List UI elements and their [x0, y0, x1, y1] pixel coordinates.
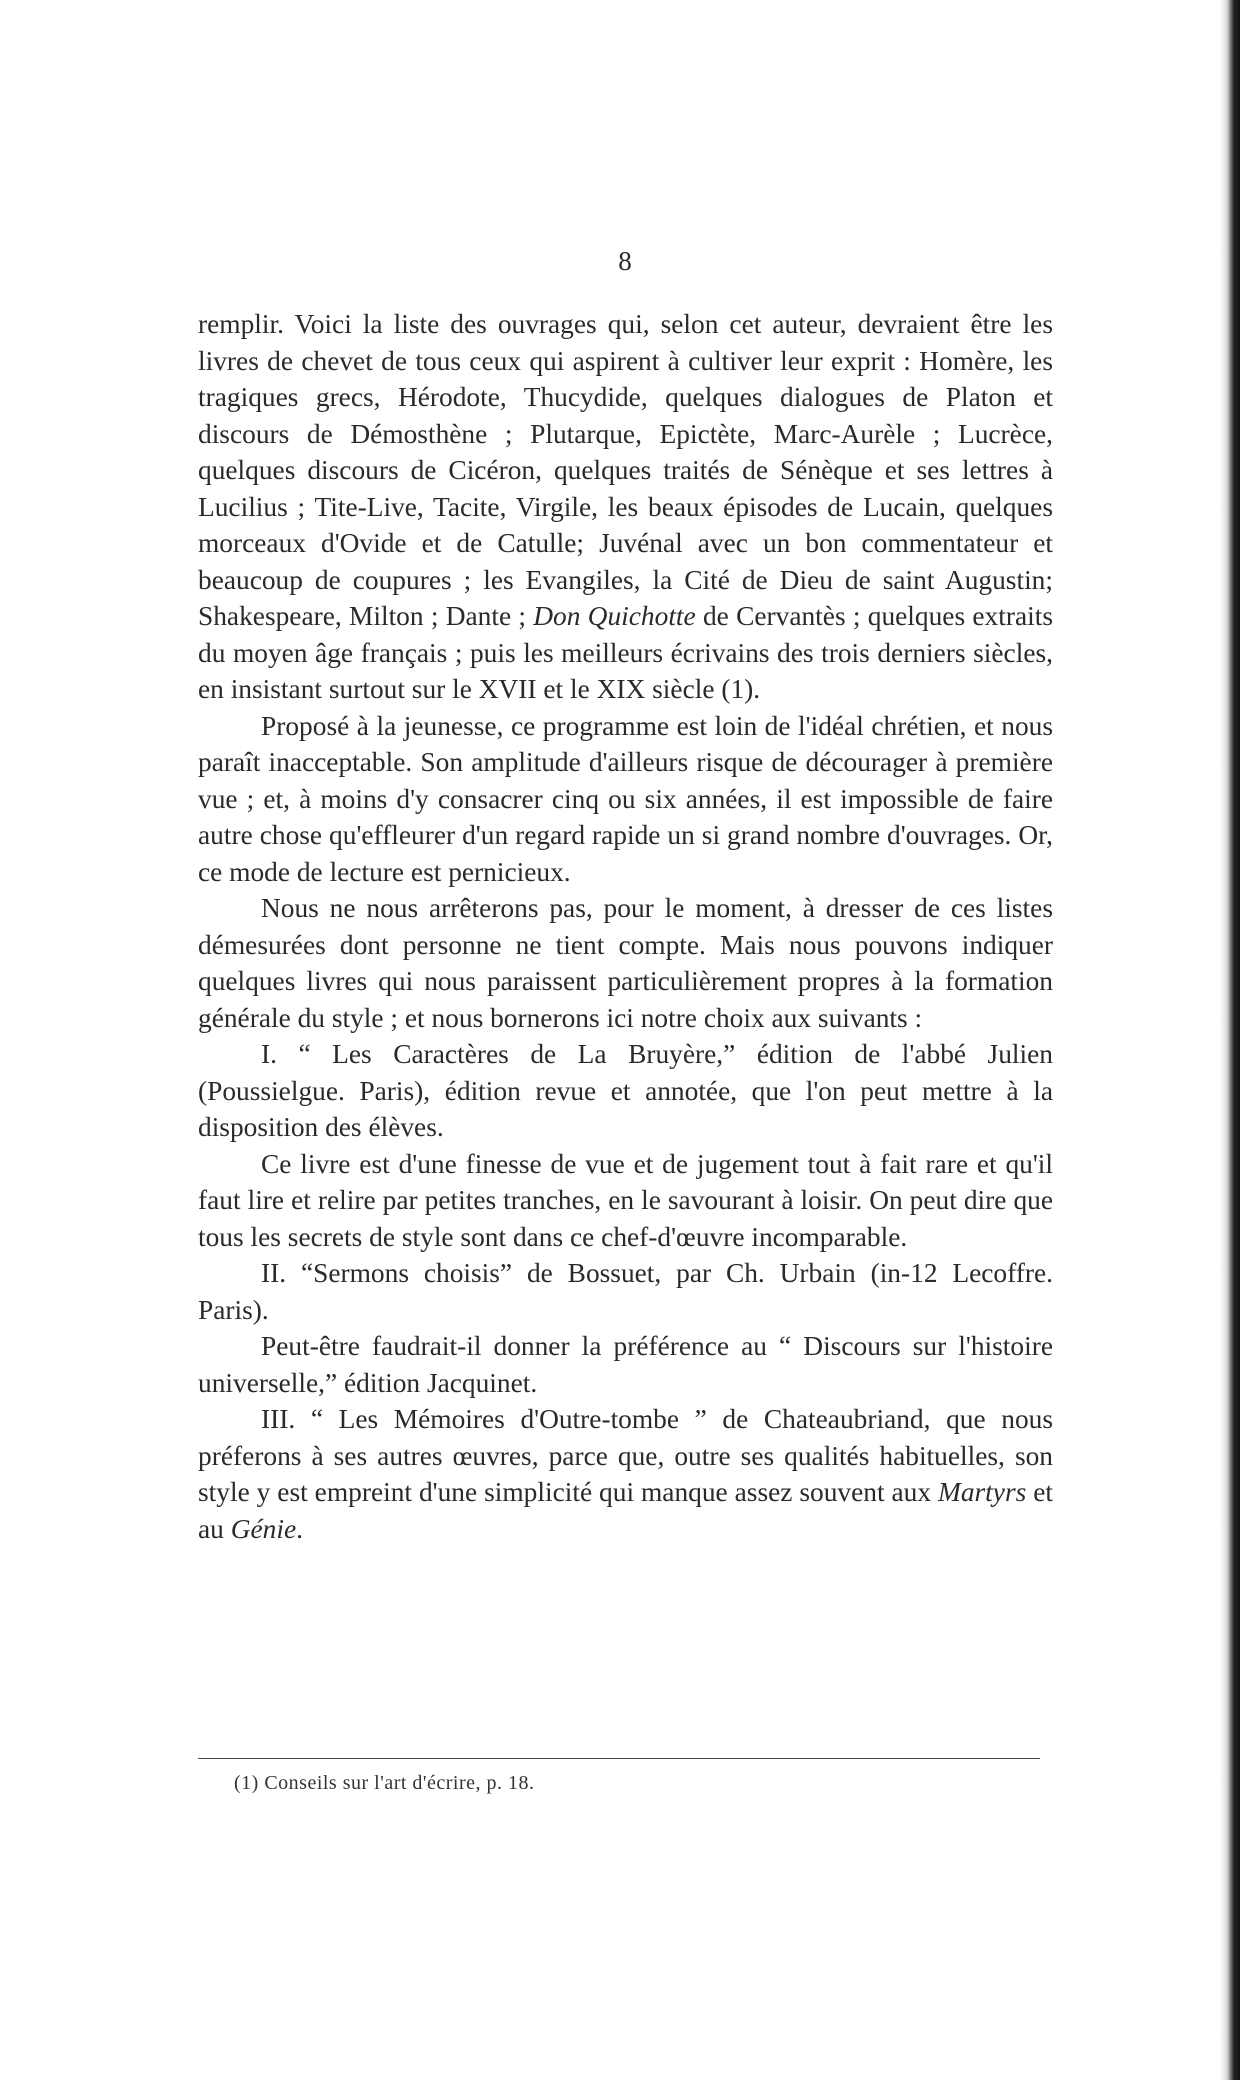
paragraph: Nous ne nous arrêterons pas, pour le moment, à dresser de ces listes démesurées dont personne ne tient compte. Mais nous pouvons indiquer quelques livres qui nous paraissent particulièrement propres à la formation générale du style ; et nous bornerons ici notre choix aux suivants :	[198, 893, 1053, 1033]
book-page	[198, 0, 1053, 2080]
paragraph-text: et au	[198, 1477, 1053, 1544]
italic-title: Don Quichotte	[533, 601, 696, 631]
body-text	[198, 306, 1053, 1547]
paragraph-text: remplir. Voici la liste des ouvrages qui, selon cet auteur, devraient être les livres de chevet de tous ceux qui aspirent à cultiver leur exprit : Homère, les tragiques grecs, Hérodote, Thucydide, quelques dialogues de Platon et discours de Démosthène ; Plutarque, Epictète, Marc-Aurèle ; Lucrèce, quelques discours de Cicéron, quelques traités de Sénèque et ses lettres à Lucilius ; Tite-Live, Tacite, Virgile, les beaux épisodes de Lucain, quelques morceaux d'Ovide et de Catulle; Juvénal avec un bon commentateur et beaucoup de coupures ; les Evangiles, la Cité de Dieu de saint Augustin; Shakespeare, Milton ; Dante ;	[198, 309, 1053, 631]
paragraph: Proposé à la jeunesse, ce programme est loin de l'idéal chrétien, et nous paraît inacceptable. Son amplitude d'ailleurs risque de décourager à première vue ; et, à moins d'y consacrer cinq ou six années, il est impossible de faire autre chose qu'effleurer d'un regard rapide un si grand nombre d'ouvrages. Or, ce mode de lecture est pernicieux.	[198, 710, 1053, 887]
paragraph: I. “ Les Caractères de La Bruyère,” édition de l'abbé Julien (Poussielgue. Paris), édition revue et annotée, que l'on peut mettre à la disposition des élèves.	[198, 1039, 1053, 1142]
paragraph: Ce livre est d'une finesse de vue et de jugement tout à fait rare et qu'il faut lire et relire par petites tranches, en le savourant à loisir. On peut dire que tous les secrets de style sont dans ce chef-d'œuvre incomparable.	[198, 1148, 1053, 1252]
paragraph-text: III. “ Les Mémoires d'Outre-tombe ” de Chateaubriand, que nous préferons à ses autres œuvres, parce que, outre ses qualités habituelles, son style y est empreint d'une simplicité qui manque assez souvent aux	[198, 1404, 1053, 1507]
paragraph	[198, 1401, 1053, 1547]
footnote: (1) Conseils sur l'art d'écrire, p. 18.	[234, 1772, 535, 1794]
page-number: 8	[618, 246, 633, 276]
footnote-rule	[198, 1758, 1040, 1759]
paragraph: II. “Sermons choisis” de Bossuet, par Ch. Urbain (in-12 Lecoffre. Paris).	[198, 1258, 1053, 1325]
italic-title: Génie	[230, 1513, 297, 1544]
paragraph-text: .	[296, 1513, 303, 1544]
page-edge-shadow	[1220, 0, 1240, 2080]
paragraph: Peut-être faudrait-il donner la préférence au “ Discours sur l'histoire universelle,” édition Jacquinet.	[198, 1331, 1053, 1398]
paragraph	[198, 306, 1053, 708]
italic-title: Martyrs	[938, 1477, 1027, 1507]
paragraph-text: de Cervantès ; quelques extraits du moyen âge français ; puis les meilleurs écrivains des trois derniers siècles, en insistant surtout sur le XVII et le XIX siècle (1).	[198, 601, 1053, 704]
